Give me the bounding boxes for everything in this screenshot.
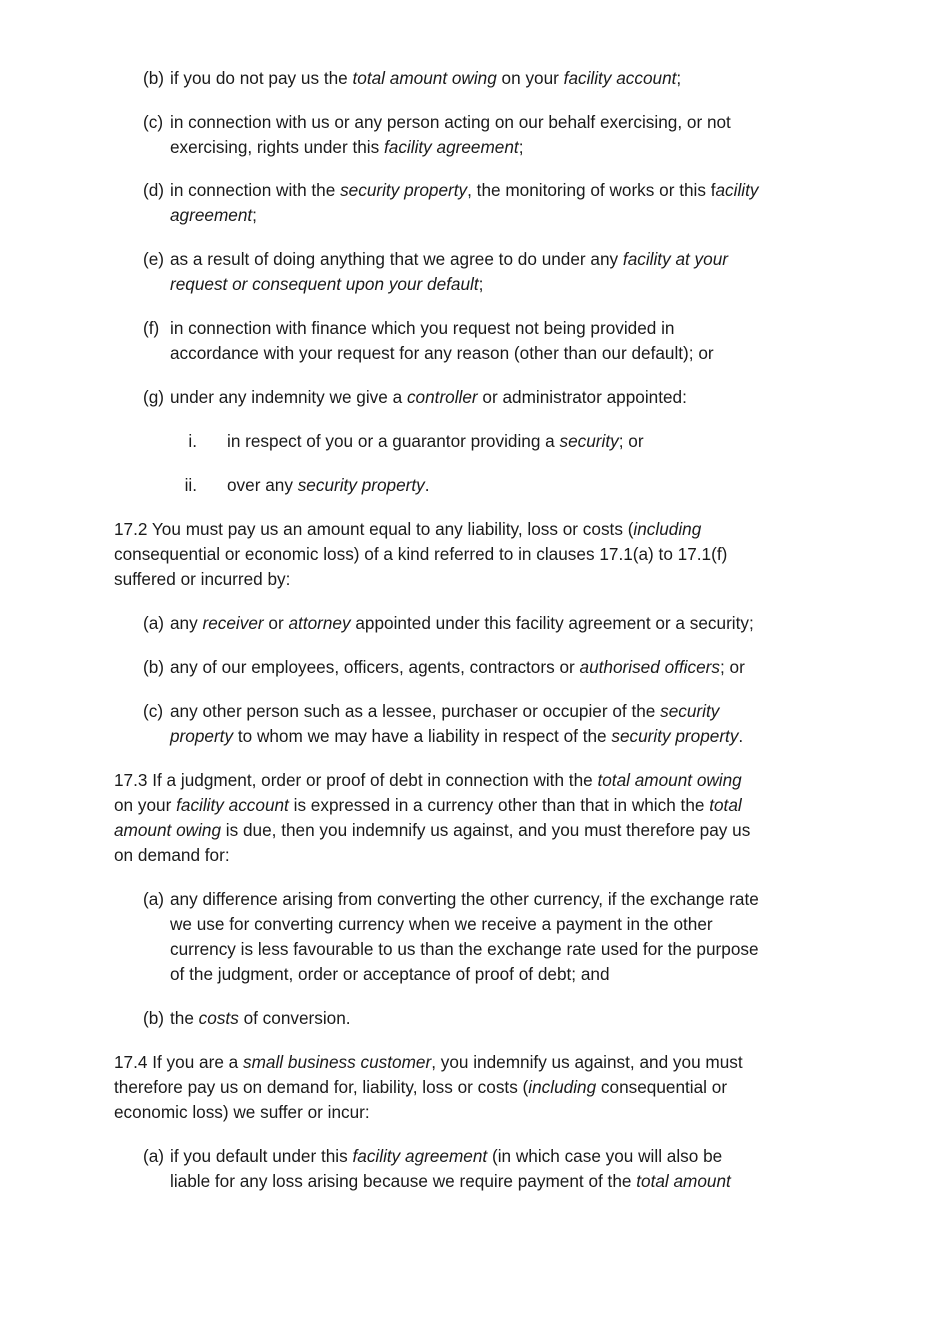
defined-term: attorney [288, 613, 351, 633]
text-line: exercising, rights under this facility agreement; [170, 137, 524, 157]
item-label: (a) [143, 613, 165, 633]
defined-term: agreement [170, 205, 253, 225]
item-text [170, 110, 843, 160]
defined-term: receiver [202, 613, 264, 633]
item-label: (a) [143, 1146, 165, 1166]
defined-term: property [170, 726, 234, 746]
defined-term: security [559, 431, 619, 451]
sub-item-text [227, 473, 430, 498]
defined-term: security property [297, 475, 425, 495]
item-text [170, 699, 843, 749]
clause-17-2-intro [114, 517, 834, 592]
item-label: (g) [143, 387, 165, 407]
defined-term: amount owing [114, 820, 222, 840]
text-line: in respect of you or a guarantor providing a security; or [227, 431, 644, 451]
item-text [170, 611, 843, 636]
defined-term: acility [715, 180, 759, 200]
sub-item-text [227, 429, 644, 454]
clause-17-4-intro [114, 1050, 834, 1125]
item-label: (c) [143, 701, 164, 721]
item-label: (c) [143, 112, 164, 132]
defined-term: total [709, 795, 742, 815]
text-line: on demand for: [114, 845, 230, 865]
text-line: property to whom we may have a liability in respect of the security property. [170, 726, 744, 746]
item-text [170, 316, 843, 366]
item-label: (e) [143, 249, 165, 269]
text-line: 17.3 If a judgment, order or proof of debt in connection with the total amount owing [114, 770, 742, 790]
text-line: any difference arising from converting the other currency, if the exchange rate [170, 889, 759, 909]
clause-17-1-b [143, 66, 843, 91]
defined-term: security property [611, 726, 739, 746]
defined-term: facility at your [622, 249, 728, 269]
item-label: (b) [143, 1008, 165, 1028]
item-text [170, 178, 843, 228]
item-text [170, 385, 843, 410]
defined-term: including [633, 519, 702, 539]
clause-17-4-a [143, 1144, 843, 1194]
text-line: over any security property. [227, 475, 430, 495]
clause-17-2-c [143, 699, 843, 749]
text-line: liable for any loss arising because we require payment of the total amount [170, 1171, 731, 1191]
item-label: (f) [143, 318, 160, 338]
clause-17-3-a [143, 887, 843, 987]
text-line: any other person such as a lessee, purchaser or occupier of the security [170, 701, 720, 721]
item-text [170, 247, 843, 297]
text-line: in connection with the security property, the monitoring of works or this facility [170, 180, 759, 200]
clause-17-1-f [143, 316, 843, 366]
item-label: (a) [143, 889, 165, 909]
text-line: the costs of conversion. [170, 1008, 351, 1028]
text-line: if you default under this facility agreement (in which case you will also be [170, 1146, 723, 1166]
text-line: request or consequent upon your default; [170, 274, 484, 294]
text-line: if you do not pay us the total amount owing on your facility account; [170, 68, 682, 88]
text-line: any of our employees, officers, agents, contractors or authorised officers; or [170, 657, 745, 677]
defined-term: security property [340, 180, 468, 200]
text-line: consequential or economic loss) of a kind referred to in clauses 17.1(a) to 17.1(f) [114, 544, 728, 564]
clause-17-1-g [143, 385, 843, 410]
clause-17-1-e [143, 247, 843, 297]
item-label: (b) [143, 657, 165, 677]
item-label: (d) [143, 180, 165, 200]
text-line: economic loss) we suffer or incur: [114, 1102, 370, 1122]
clause-17-1-d [143, 178, 843, 228]
text-line: suffered or incurred by: [114, 569, 291, 589]
text-line: in connection with us or any person acting on our behalf exercising, or not [170, 112, 731, 132]
defined-term: total amount owing [352, 68, 497, 88]
text-line: in connection with finance which you request not being provided in [170, 318, 675, 338]
item-text [170, 1006, 843, 1031]
defined-term: facility agreement [384, 137, 519, 157]
text-line: any receiver or attorney appointed under this facility agreement or a security; [170, 613, 754, 633]
text-line: amount owing is due, then you indemnify us against, and you must therefore pay us [114, 820, 751, 840]
defined-term: small business customer [243, 1052, 432, 1072]
clause-17-2-a [143, 611, 843, 636]
item-text [170, 887, 843, 987]
defined-term: controller [406, 387, 478, 407]
sub-item-label: i. [188, 431, 197, 451]
defined-term: total amount [636, 1171, 731, 1191]
defined-term: authorised officers [579, 657, 720, 677]
clause-17-3-b [143, 1006, 843, 1031]
text-line: 17.2 You must pay us an amount equal to any liability, loss or costs (including [114, 519, 702, 539]
defined-term: facility account [176, 795, 289, 815]
defined-term: total amount owing [597, 770, 742, 790]
defined-term: facility agreement [352, 1146, 488, 1166]
sub-item-label: ii. [184, 475, 197, 495]
item-text [170, 1144, 843, 1194]
clause-17-1-c [143, 110, 843, 160]
text-line: on your facility account is expressed in a currency other than that in which the total [114, 795, 742, 815]
defined-term: costs [198, 1008, 239, 1028]
item-label: (b) [143, 68, 165, 88]
item-text [170, 655, 843, 680]
item-text [170, 66, 843, 91]
text-line: 17.4 If you are a small business customer, you indemnify us against, and you must [114, 1052, 743, 1072]
text-line: we use for converting currency when we receive a payment in the other [170, 914, 713, 934]
clause-17-3-intro [114, 768, 834, 868]
text-line: therefore pay us on demand for, liability, loss or costs (including consequential or [114, 1077, 728, 1097]
defined-term: security [660, 701, 720, 721]
defined-term: including [528, 1077, 597, 1097]
defined-term: facility account [563, 68, 677, 88]
text-line: as a result of doing anything that we agree to do under any facility at your [170, 249, 728, 269]
text-line: accordance with your request for any reason (other than our default); or [170, 343, 714, 363]
text-line: under any indemnity we give a controller or administrator appointed: [170, 387, 687, 407]
text-line: of the judgment, order or acceptance of proof of debt; and [170, 964, 610, 984]
text-line: agreement; [170, 205, 257, 225]
text-line: currency is less favourable to us than the exchange rate used for the purpose [170, 939, 759, 959]
defined-term: request or consequent upon your default [170, 274, 479, 294]
clause-17-2-b [143, 655, 843, 680]
